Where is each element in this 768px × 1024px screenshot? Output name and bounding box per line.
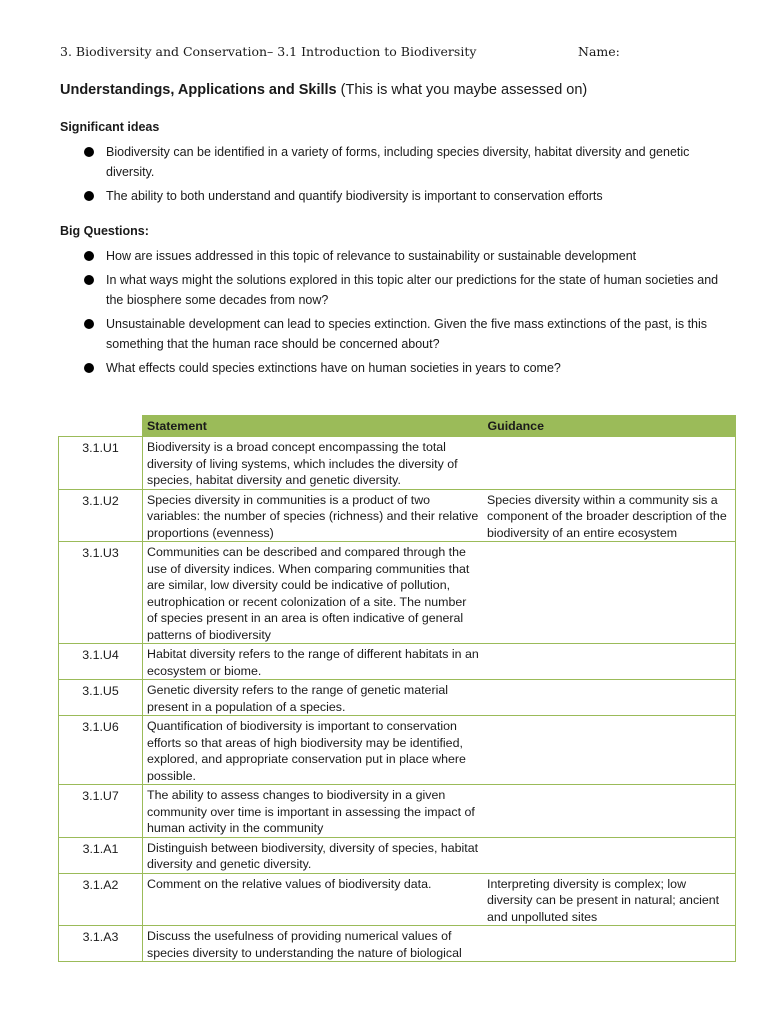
row-statement: Comment on the relative values of biodiversity data. bbox=[143, 873, 484, 926]
list-item bbox=[84, 186, 734, 206]
row-statement: Communities can be described and compared through the use of diversity indices. When comparing communities that are similar, low diversity could be indicative of pollution, eutrophication or recent colonization of a site. The number of species present in an area is often indicative of general patterns of biodiversity bbox=[143, 542, 484, 644]
significant-ideas-title: Significant ideas bbox=[60, 120, 160, 134]
table-row bbox=[59, 489, 736, 542]
row-code: 3.1.A2 bbox=[59, 873, 143, 926]
row-guidance bbox=[483, 437, 736, 490]
list-item-text: How are issues addressed in this topic of relevance to sustainability or sustainable development bbox=[106, 249, 637, 263]
header-title: 3. Biodiversity and Conservation– 3.1 Introduction to Biodiversity bbox=[60, 44, 477, 59]
row-guidance: Interpreting diversity is complex; low diversity can be present in natural; ancient and unpolluted sites bbox=[483, 873, 736, 926]
list-item-text: Biodiversity can be identified in a variety of forms, including species diversity, habitat diversity and genetic diversity. bbox=[106, 145, 690, 179]
row-code: 3.1.A1 bbox=[59, 837, 143, 873]
table-row bbox=[59, 680, 736, 716]
significant-ideas-list bbox=[84, 142, 734, 210]
page-header bbox=[60, 44, 728, 59]
row-code: 3.1.U1 bbox=[59, 437, 143, 490]
row-guidance bbox=[483, 542, 736, 644]
row-statement: The ability to assess changes to biodiversity in a given community over time is important in assessing the impact of human activity in the community bbox=[143, 785, 484, 838]
table-header-row bbox=[59, 416, 736, 437]
bullet-icon bbox=[84, 319, 94, 329]
row-guidance bbox=[483, 644, 736, 680]
row-code: 3.1.U5 bbox=[59, 680, 143, 716]
row-guidance bbox=[483, 926, 736, 962]
table-row bbox=[59, 837, 736, 873]
understandings-table bbox=[58, 415, 736, 962]
row-code: 3.1.U2 bbox=[59, 489, 143, 542]
table-row bbox=[59, 873, 736, 926]
bullet-icon bbox=[84, 275, 94, 285]
row-statement: Discuss the usefulness of providing numerical values of species diversity to understanding the nature of biological bbox=[143, 926, 484, 962]
row-statement: Biodiversity is a broad concept encompassing the total diversity of living systems, which includes the diversity of species, habitat diversity and genetic diversity. bbox=[143, 437, 484, 490]
table-row bbox=[59, 437, 736, 490]
row-code: 3.1.U7 bbox=[59, 785, 143, 838]
table-row bbox=[59, 542, 736, 644]
row-statement: Quantification of biodiversity is important to conservation efforts so that areas of high biodiversity may be identified, explored, and appropriate conservation put in place where possible. bbox=[143, 716, 484, 785]
list-item bbox=[84, 246, 734, 266]
row-code: 3.1.U6 bbox=[59, 716, 143, 785]
heading-note: (This is what you maybe assessed on) bbox=[336, 82, 588, 98]
header-statement: Statement bbox=[143, 416, 484, 437]
row-guidance bbox=[483, 785, 736, 838]
row-guidance bbox=[483, 837, 736, 873]
header-cell-blank bbox=[59, 416, 143, 437]
list-item bbox=[84, 142, 734, 182]
row-statement: Distinguish between biodiversity, diversity of species, habitat diversity and genetic diversity. bbox=[143, 837, 484, 873]
list-item-text: Unsustainable development can lead to species extinction. Given the five mass extinctions of the past, is this something that the human race should be concerned about? bbox=[106, 317, 708, 351]
list-item-text: The ability to both understand and quantify biodiversity is important to conservation efforts bbox=[106, 189, 603, 203]
page-heading bbox=[60, 82, 587, 98]
bullet-icon bbox=[84, 363, 94, 373]
row-guidance bbox=[483, 680, 736, 716]
table-row bbox=[59, 716, 736, 785]
row-statement: Species diversity in communities is a product of two variables: the number of species (richness) and their relative proportions (evenness) bbox=[143, 489, 484, 542]
heading-bold: Understandings, Applications and Skills bbox=[60, 82, 337, 98]
bullet-icon bbox=[84, 147, 94, 157]
row-statement: Habitat diversity refers to the range of different habitats in an ecosystem or biome. bbox=[143, 644, 484, 680]
row-code: 3.1.U3 bbox=[59, 542, 143, 644]
name-label: Name: bbox=[578, 44, 620, 59]
header-guidance: Guidance bbox=[483, 416, 736, 437]
table-row bbox=[59, 926, 736, 962]
row-code: 3.1.U4 bbox=[59, 644, 143, 680]
table-row bbox=[59, 644, 736, 680]
bullet-icon bbox=[84, 251, 94, 261]
row-statement: Genetic diversity refers to the range of genetic material present in a population of a species. bbox=[143, 680, 484, 716]
row-code: 3.1.A3 bbox=[59, 926, 143, 962]
list-item-text: In what ways might the solutions explored in this topic alter our predictions for the state of human societies and the biosphere some decades from now? bbox=[106, 273, 719, 307]
row-guidance: Species diversity within a community sis a component of the broader description of the biodiversity of an entire ecosystem bbox=[483, 489, 736, 542]
list-item bbox=[84, 270, 734, 310]
list-item-text: What effects could species extinctions have on human societies in years to come? bbox=[106, 361, 561, 375]
big-questions-title: Big Questions: bbox=[60, 224, 149, 238]
table-row bbox=[59, 785, 736, 838]
row-guidance bbox=[483, 716, 736, 785]
list-item bbox=[84, 358, 734, 378]
bullet-icon bbox=[84, 191, 94, 201]
big-questions-list bbox=[84, 246, 734, 382]
list-item bbox=[84, 314, 734, 354]
